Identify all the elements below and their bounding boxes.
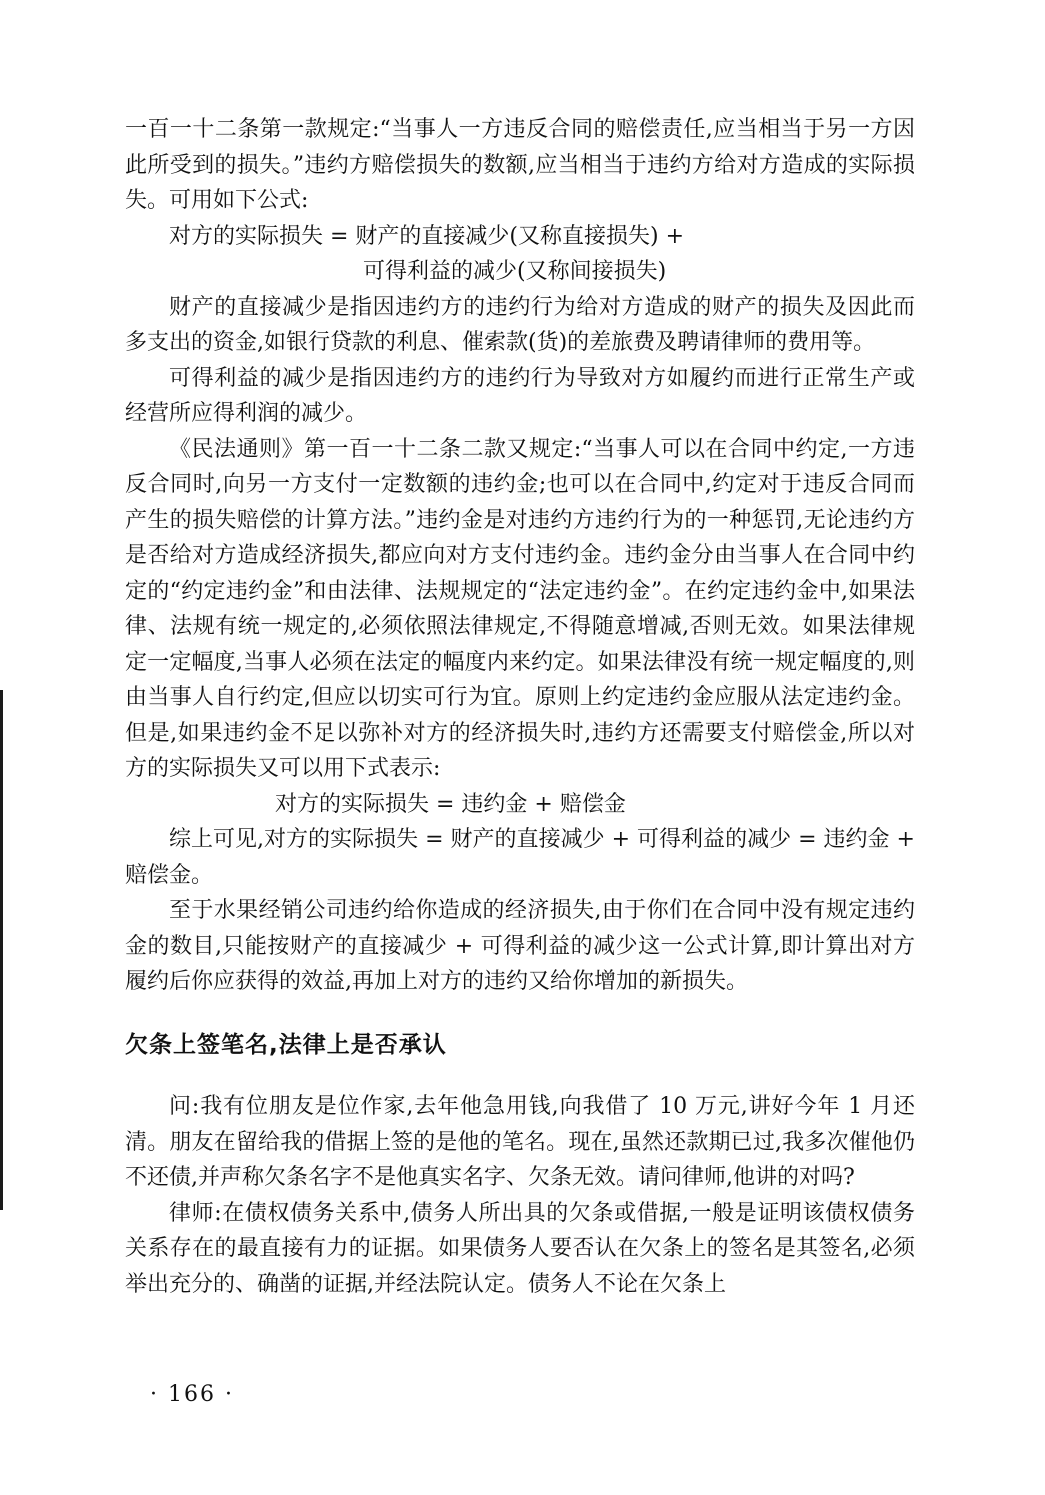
question-paragraph: 问:我有位朋友是位作家,去年他急用钱,向我借了 10 万元,讲好今年 1 月还清。朋友在留给我的借据上签的是他的笔名。现在,虽然还款期已过,我多次催他仍不还债,并声称欠条名字不是他真实名字、欠条无效。请问律师,他讲的对吗? (125, 1094, 915, 1190)
answer-paragraph: 律师:在债权债务关系中,债务人所出具的欠条或借据,一般是证明该债权债务关系存在的最直接有力的证据。如果债务人要否认在欠条上的签名是其签名,必须举出充分的、确凿的证据,并经法院认定。债务人不论在欠条上 (125, 1200, 915, 1297)
paragraph: 一百一十二条第一款规定:“当事人一方违反合同的赔偿责任,应当相当于另一方因此所受到的损失。”违约方赔偿损失的数额,应当相当于违约方给对方造成的实际损失。可用如下公式: (125, 117, 915, 213)
paragraph: 财产的直接减少是指因违约方的违约行为给对方造成的财产的损失及因此而多支出的资金,如银行贷款的利息、催索款(货)的差旅费及聘请律师的费用等。 (125, 294, 915, 355)
page-number: · 166 · (150, 1382, 234, 1407)
paragraph: 至于水果经销公司违约给你造成的经济损失,由于你们在合同中没有规定违约金的数目,只能按财产的直接减少 + 可得利益的减少这一公式计算,即计算出对方履约后你应获得的效益,再加上对方的违约又给你增加的新损失。 (125, 898, 915, 994)
scan-edge-line (0, 690, 3, 1210)
page-body (125, 112, 915, 1302)
formula-line: 对方的实际损失 = 财产的直接减少(又称直接损失) + (169, 223, 685, 249)
paragraph: 综上可见,对方的实际损失 = 财产的直接减少 + 可得利益的减少 = 违约金 + 赔偿金。 (125, 827, 915, 888)
paragraph: 可得利益的减少是指因违约方的违约行为导致对方如履约而进行正常生产或经营所应得利润的减少。 (125, 365, 915, 426)
paragraph: 《民法通则》第一百一十二条二款又规定:“当事人可以在合同中约定,一方违反合同时,向另一方支付一定数额的违约金;也可以在合同中,约定对于违反合同而产生的损失赔偿的计算方法。”违约金是对违约方违约行为的一种惩罚,无论违约方是否给对方造成经济损失,都应向对方支付违约金。违约金分由当事人在合同中约定的“约定违约金”和由法律、法规规定的“法定违约金”。在约定违约金中,如果法律、法规有统一规定的,必须依照法律规定,不得随意增减,否则无效。如果法律规定一定幅度,当事人必须在法定的幅度内来约定。如果法律没有统一规定幅度的,则由当事人自行约定,但应以切实可行为宜。原则上约定违约金应服从法定违约金。但是,如果违约金不足以弥补对方的经济损失时,违约方还需要支付赔偿金,所以对方的实际损失又可以用下式表示: (125, 436, 915, 781)
formula-line: 对方的实际损失 = 违约金 + 赔偿金 (275, 791, 626, 817)
section-heading: 欠条上签笔名,法律上是否承认 (125, 1031, 447, 1058)
formula-line: 可得利益的减少(又称间接损失) (363, 259, 667, 284)
